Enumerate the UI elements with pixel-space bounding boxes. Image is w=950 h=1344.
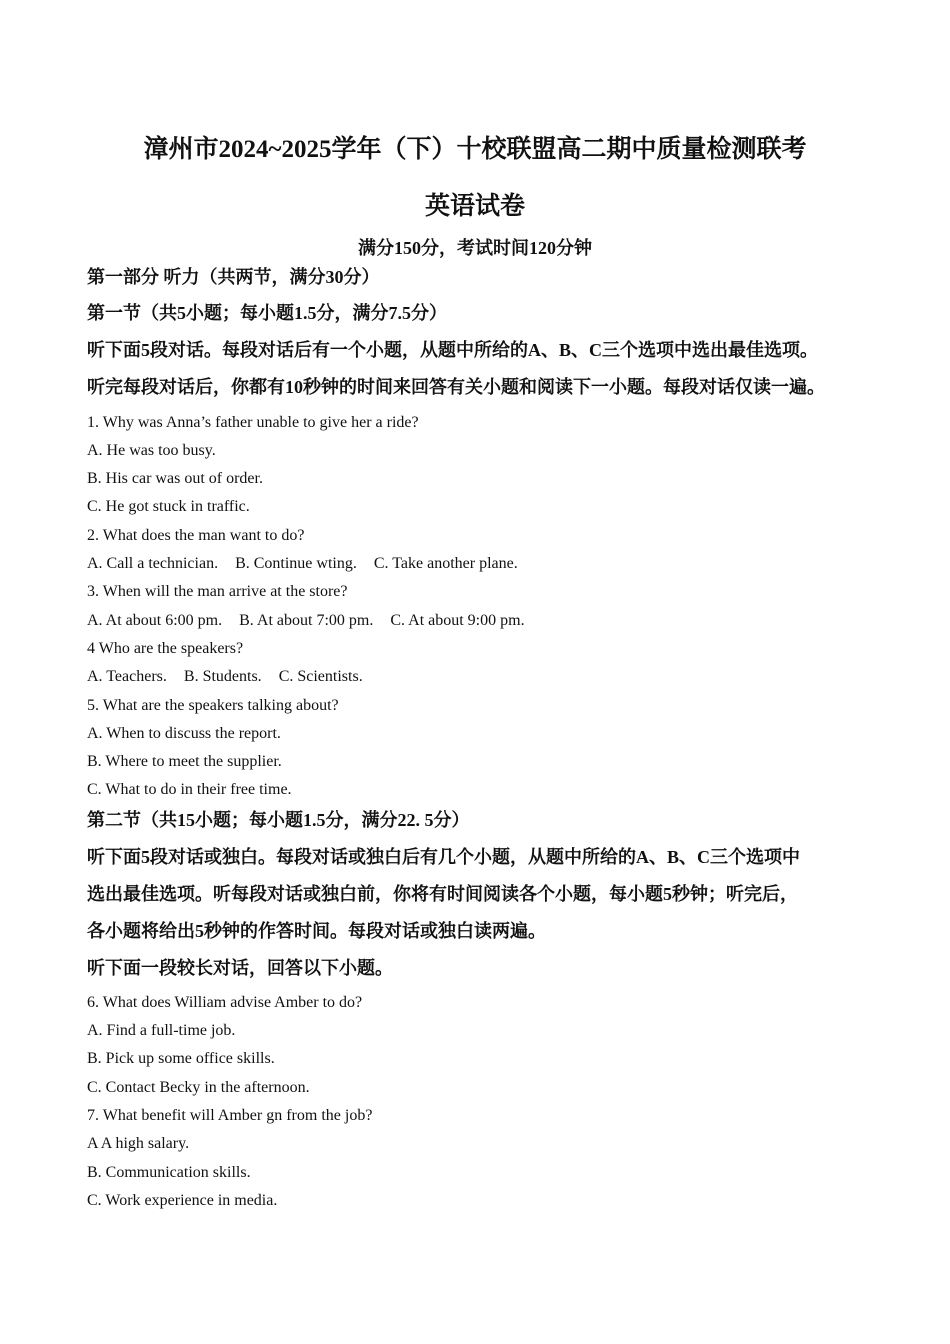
q5-option-b: B. Where to meet the supplier. — [87, 753, 282, 770]
q3-options — [87, 610, 887, 632]
q3-option-a: A. At about 6:00 pm. — [87, 612, 223, 629]
question-5: 5. What are the speakers talking about? — [87, 697, 339, 714]
passage-intro: 听下面一段较长对话，回答以下小题。 — [87, 958, 393, 978]
q7-option-b: B. Communication skills. — [87, 1164, 251, 1181]
q3-option-c: C. At about 9:00 pm. — [390, 612, 525, 629]
q6-option-b: B. Pick up some office skills. — [87, 1050, 275, 1067]
exam-title: 漳州市2024~2025学年（下）十校联盟高二期中质量检测联考 — [143, 136, 807, 163]
q2-options — [87, 553, 887, 575]
q1-option-c: C. He got stuck in traffic. — [87, 498, 250, 515]
q6-option-a: A. Find a full-time job. — [87, 1022, 236, 1039]
question-7: 7. What benefit will Amber gn from the job? — [87, 1107, 373, 1124]
section2-instruction-line: 听下面5段对话或独白。每段对话或独白后有几个小题，从题中所给的A、B、C三个选项中 — [87, 847, 800, 867]
q5-option-a: A. When to discuss the report. — [87, 725, 281, 742]
question-4: 4 Who are the speakers? — [87, 640, 244, 657]
q2-option-c: C. Take another plane. — [373, 555, 518, 572]
q1-option-b: B. His car was out of order. — [87, 470, 263, 487]
part1-heading: 第一部分 听力（共两节，满分30分） — [87, 267, 380, 287]
q4-options — [87, 666, 887, 688]
q7-option-a: A A high salary. — [87, 1135, 190, 1152]
section1-heading: 第一节（共5小题；每小题1.5分，满分7.5分） — [87, 303, 447, 323]
q4-option-b: B. Students. — [183, 668, 262, 685]
q6-option-c: C. Contact Becky in the afternoon. — [87, 1079, 310, 1096]
section2-instruction-line: 选出最佳选项。听每段对话或独白前，你将有时间阅读各个小题，每小题5秒钟；听完后， — [87, 884, 798, 904]
section1-instruction-line: 听完每段对话后，你都有10秒钟的时间来回答有关小题和阅读下一小题。每段对话仅读一遍。 — [87, 377, 825, 397]
question-3: 3. When will the man arrive at the store? — [87, 583, 348, 600]
q3-option-b: B. At about 7:00 pm. — [239, 612, 374, 629]
q7-option-c: C. Work experience in media. — [87, 1192, 278, 1209]
section2-instruction-line: 各小题将给出5秒钟的作答时间。每段对话或独白读两遍。 — [87, 921, 546, 941]
q4-option-a: A. Teachers. — [87, 668, 167, 685]
question-6: 6. What does William advise Amber to do? — [87, 994, 363, 1011]
question-2: 2. What does the man want to do? — [87, 527, 305, 544]
q4-option-c: C. Scientists. — [278, 668, 363, 685]
exam-info: 满分150分，考试时间120分钟 — [358, 238, 592, 258]
q2-option-a: A. Call a technician. — [87, 555, 219, 572]
section1-instruction-line: 听下面5段对话。每段对话后有一个小题，从题中所给的A、B、C三个选项中选出最佳选项。 — [87, 340, 818, 360]
section2-heading: 第二节（共15小题；每小题1.5分，满分22. 5分） — [87, 810, 470, 830]
q5-option-c: C. What to do in their free time. — [87, 781, 292, 798]
subject-title: 英语试卷 — [424, 193, 525, 220]
q1-option-a: A. He was too busy. — [87, 442, 216, 459]
question-1: 1. Why was Anna’s father unable to give her a ride? — [87, 414, 419, 431]
q2-option-b: B. Continue wting. — [235, 555, 357, 572]
